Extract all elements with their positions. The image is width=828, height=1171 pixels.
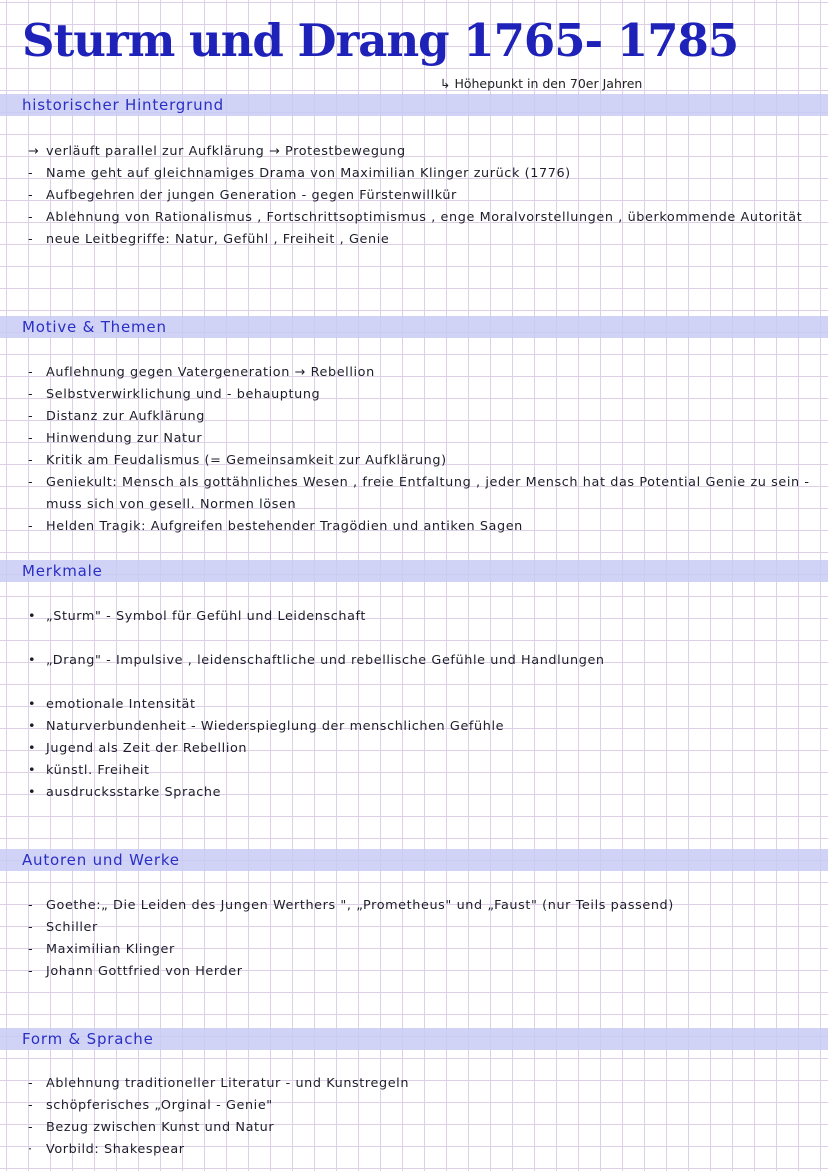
dash-icon: - — [28, 1120, 34, 1135]
dash-icon: - — [28, 409, 34, 424]
bullet-icon: • — [28, 741, 37, 756]
list-item-text: ausdrucksstarke Sprache — [46, 785, 222, 800]
history-list — [28, 141, 818, 251]
list-item — [28, 428, 818, 450]
dash-icon: - — [28, 964, 34, 979]
list-item — [28, 516, 818, 538]
dash-icon: - — [28, 166, 34, 181]
bullet-icon: • — [28, 609, 37, 624]
list-item-text: schöpferisches „Orginal - Genie" — [46, 1098, 273, 1113]
list-item — [28, 939, 818, 961]
list-item-text: Kritik am Feudalismus (= Gemeinsamkeit zur Aufklärung) — [46, 453, 447, 468]
page-title: Sturm und Drang 1765- 1785 — [22, 14, 739, 67]
list-item-text: Selbstverwirklichung und - behauptung — [46, 387, 321, 402]
list-item-text: künstl. Freiheit — [46, 763, 150, 778]
bullet-icon: • — [28, 785, 37, 800]
arrow-icon: → — [28, 144, 40, 159]
bullet-icon: • — [28, 763, 37, 778]
dash-icon: - — [28, 475, 34, 490]
dash-icon: - — [28, 453, 34, 468]
dash-icon: - — [28, 387, 34, 402]
peak-note: ↳ Höhepunkt in den 70er Jahren — [440, 76, 643, 91]
dash-icon: - — [28, 365, 34, 380]
section-band-features — [0, 560, 828, 582]
section-title-history: historischer Hintergrund — [22, 96, 225, 114]
authors-list — [28, 895, 818, 983]
list-item-text: Vorbild: Shakespear — [46, 1142, 185, 1157]
dash-icon: - — [28, 1076, 34, 1091]
list-item-text: Goethe:„ Die Leiden des Jungen Werthers ", „Prometheus" und „Faust" (nur Teils passend) — [46, 898, 674, 913]
list-item — [28, 1139, 818, 1161]
section-title-motives: Motive & Themen — [22, 318, 167, 336]
dash-icon: - — [28, 920, 34, 935]
list-item-text: verläuft parallel zur Aufklärung → Protestbewegung — [46, 144, 406, 159]
list-item-text: „Drang" - Impulsive , leidenschaftliche und rebellische Gefühle und Handlungen — [46, 653, 605, 668]
section-title-features: Merkmale — [22, 562, 103, 580]
list-item — [28, 606, 818, 628]
bullet-icon: • — [28, 719, 37, 734]
list-item-text: Distanz zur Aufklärung — [46, 409, 205, 424]
dash-icon: - — [28, 519, 34, 534]
list-item-text: Geniekult: Mensch als gottähnliches Wesen , freie Entfaltung , jeder Mensch hat das Potential Genie zu sein - muss sich von gesell. Normen lösen — [46, 475, 810, 512]
list-item — [28, 716, 818, 738]
list-item — [28, 472, 818, 516]
features-list — [28, 606, 818, 804]
dash-icon: - — [28, 232, 34, 247]
list-item — [28, 760, 818, 782]
list-item — [28, 185, 818, 207]
list-item — [28, 406, 818, 428]
dash-icon: - — [28, 942, 34, 957]
list-item-text: Ablehnung traditioneller Literatur - und Kunstregeln — [46, 1076, 410, 1091]
list-item — [28, 895, 818, 917]
list-item — [28, 694, 818, 716]
form-list — [28, 1073, 818, 1161]
list-item-text: Naturverbundenheit - Wiederspieglung der menschlichen Gefühle — [46, 719, 505, 734]
list-item — [28, 1073, 818, 1095]
dash-icon: - — [28, 898, 34, 913]
list-item-text: Auflehnung gegen Vatergeneration → Rebellion — [46, 365, 375, 380]
list-item-text: neue Leitbegriffe: Natur, Gefühl , Freiheit , Genie — [46, 232, 390, 247]
dash-icon: - — [28, 431, 34, 446]
bullet-icon: • — [28, 697, 37, 712]
section-title-authors: Autoren und Werke — [22, 851, 180, 869]
list-item-text: Name geht auf gleichnamiges Drama von Maximilian Klinger zurück (1776) — [46, 166, 571, 181]
list-item — [28, 961, 818, 983]
list-item — [28, 1095, 818, 1117]
list-item-text: Aufbegehren der jungen Generation - gegen Fürstenwillkür — [46, 188, 457, 203]
dash-icon: - — [28, 1098, 34, 1113]
list-item — [28, 207, 818, 229]
section-title-form: Form & Sprache — [22, 1030, 154, 1048]
bullet-icon: · — [28, 1142, 33, 1157]
list-item-text: Bezug zwischen Kunst und Natur — [46, 1120, 275, 1135]
dash-icon: - — [28, 210, 34, 225]
list-item — [28, 384, 818, 406]
list-item — [28, 1117, 818, 1139]
list-item — [28, 450, 818, 472]
list-item — [28, 738, 818, 760]
list-item-text: Jugend als Zeit der Rebellion — [46, 741, 248, 756]
list-item-text: „Sturm" - Symbol für Gefühl und Leidenschaft — [46, 609, 367, 624]
list-item-text: Johann Gottfried von Herder — [46, 964, 243, 979]
list-item-text: Maximilian Klinger — [46, 942, 175, 957]
list-item-text: Helden Tragik: Aufgreifen bestehender Tragödien und antiken Sagen — [46, 519, 523, 534]
dash-icon: - — [28, 188, 34, 203]
list-item — [28, 163, 818, 185]
list-item — [28, 782, 818, 804]
motives-list — [28, 362, 818, 538]
list-item — [28, 650, 818, 672]
list-item — [28, 362, 818, 384]
bullet-icon: • — [28, 653, 37, 668]
list-item — [28, 141, 818, 163]
list-item-text: Ablehnung von Rationalismus , Fortschrittsoptimismus , enge Moralvorstellungen , überkommende Autorität — [46, 210, 803, 225]
list-item-text: Hinwendung zur Natur — [46, 431, 203, 446]
list-item-text: emotionale Intensität — [46, 697, 196, 712]
list-item-text: Schiller — [46, 920, 98, 935]
list-item — [28, 229, 818, 251]
list-item — [28, 917, 818, 939]
